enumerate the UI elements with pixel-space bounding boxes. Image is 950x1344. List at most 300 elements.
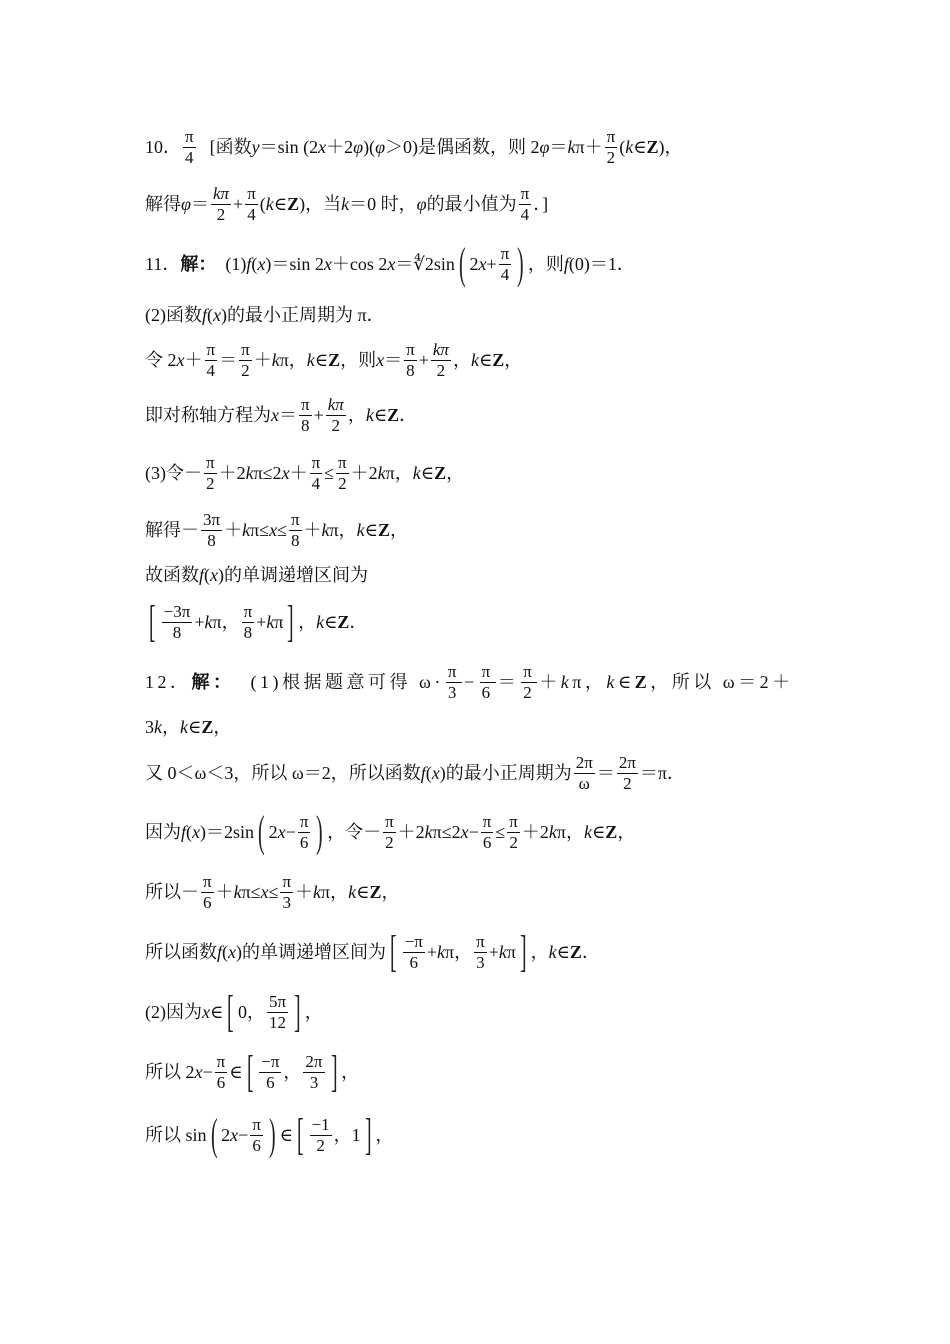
text: ∈ <box>273 194 288 214</box>
text: ＋cos 2 <box>331 254 388 274</box>
text: ( <box>619 137 626 157</box>
solution-10-line-1 <box>145 120 825 174</box>
text: ＋2 <box>350 463 378 483</box>
left-bracket: [ <box>390 927 397 976</box>
text: ≤ <box>277 520 287 540</box>
denominator: 8 <box>301 415 310 435</box>
left-bracket: [ <box>149 597 156 646</box>
var: x <box>230 1125 239 1145</box>
text: 故函数 <box>145 565 199 585</box>
numerator: −π <box>261 1051 280 1071</box>
fraction <box>336 453 349 493</box>
fraction <box>211 184 231 224</box>
denominator: 2 <box>338 473 347 493</box>
text: 所以 2 <box>145 1062 195 1082</box>
var: k <box>498 942 507 962</box>
var: φ <box>539 137 550 157</box>
bracket-group <box>243 1047 342 1096</box>
numerator: π <box>385 811 394 831</box>
fraction <box>299 395 312 435</box>
numerator: π <box>520 183 530 203</box>
text: − <box>463 672 478 692</box>
text: ∈ <box>373 405 388 425</box>
var: y <box>251 137 260 157</box>
text: ＋2 <box>397 822 425 842</box>
text: ， <box>341 1062 360 1082</box>
numerator: 2π <box>618 752 636 772</box>
text: ≤ <box>324 463 335 483</box>
paren-group <box>455 239 528 288</box>
var: x <box>260 882 269 902</box>
text: 2 <box>268 822 278 842</box>
text: ＋2 <box>218 463 246 483</box>
text: ，令－ <box>327 822 382 842</box>
fraction <box>431 340 451 380</box>
var: x <box>431 763 440 783</box>
text: ＝sin (2 <box>259 137 319 157</box>
denominator: 6 <box>252 1135 261 1155</box>
solution-11-line-7 <box>145 548 825 602</box>
text: 11． <box>145 254 181 274</box>
text: [函数 <box>209 137 252 157</box>
text: 所以 sin <box>145 1125 207 1145</box>
solution-12-line-6 <box>145 925 825 979</box>
denominator: 6 <box>203 892 212 912</box>
text: )的最小正周期为 π． <box>221 305 385 325</box>
right-bracket: ] <box>287 597 295 646</box>
var: x <box>269 520 278 540</box>
fraction <box>242 602 255 642</box>
numerator: π <box>282 871 292 891</box>
text: ＝0 时， <box>349 194 417 214</box>
text: ． <box>581 942 600 962</box>
fraction <box>383 812 396 852</box>
numerator: π <box>447 661 460 681</box>
fraction <box>280 872 293 912</box>
text: ＝π． <box>639 763 685 783</box>
fraction <box>574 753 595 793</box>
solution-12-line-7 <box>145 985 825 1039</box>
var: x <box>202 1002 210 1022</box>
var: k <box>548 822 557 842</box>
text: − <box>238 1125 249 1145</box>
left-bracket: [ <box>296 1110 304 1159</box>
text: 12． <box>145 672 192 692</box>
text: ， <box>298 612 317 632</box>
var: φ <box>181 194 191 214</box>
text: ＝ <box>497 672 520 692</box>
fraction <box>250 1115 263 1155</box>
text: ∈ <box>356 882 370 902</box>
text: ( <box>251 254 258 274</box>
text: ， <box>304 1002 323 1022</box>
text: − <box>285 822 296 842</box>
text: ． <box>349 612 368 632</box>
fraction <box>183 127 196 167</box>
set-symbol: Z <box>337 612 350 632</box>
fraction <box>310 453 323 493</box>
numerator: π <box>206 339 216 359</box>
var: f <box>181 822 187 842</box>
text: (2)函数 <box>145 305 202 325</box>
text: 2 <box>221 1125 231 1145</box>
set-symbol: Z <box>369 882 382 902</box>
text: ∈ <box>364 520 378 540</box>
fraction <box>215 1052 228 1092</box>
denominator: 8 <box>172 622 182 642</box>
text: 3 <box>145 717 154 737</box>
set-symbol: Z <box>492 350 505 370</box>
text: ＋ <box>215 882 234 902</box>
fraction <box>507 812 520 852</box>
fraction <box>474 932 487 972</box>
text: 2 <box>469 254 479 274</box>
solution-12-line-5 <box>145 865 825 919</box>
text: ＋ <box>184 350 203 370</box>
text: ≤ <box>268 882 279 902</box>
denominator: 4 <box>185 147 194 167</box>
var: x <box>277 822 286 842</box>
denominator: 3 <box>282 892 291 912</box>
text: ， <box>162 717 180 737</box>
text: + <box>233 194 244 214</box>
denominator: 8 <box>243 622 253 642</box>
fraction <box>289 510 302 550</box>
denominator: 3 <box>447 682 460 702</box>
text: ＋ <box>253 350 272 370</box>
denominator: 6 <box>216 1072 226 1092</box>
left-bracket: [ <box>227 987 234 1036</box>
numerator: π <box>185 126 194 146</box>
right-paren: ) <box>517 239 524 288</box>
numerator: 2π <box>305 1051 323 1071</box>
denominator: 2 <box>216 204 226 224</box>
var: k <box>567 137 576 157</box>
var: k <box>548 942 557 962</box>
var: k <box>154 717 162 737</box>
var: φ <box>375 137 386 157</box>
var: x <box>460 822 469 842</box>
text: ， <box>213 717 232 737</box>
fraction <box>480 662 496 702</box>
right-bracket: ] <box>519 927 527 976</box>
text: ＝ <box>219 350 238 370</box>
text: ＋2 <box>326 137 354 157</box>
text: ∈ <box>188 717 202 737</box>
denominator: ω <box>578 773 590 793</box>
fraction <box>239 340 252 380</box>
text: ＝∜2sin <box>395 254 455 274</box>
numerator: π <box>241 339 250 359</box>
text: ∈ <box>617 672 635 692</box>
fraction <box>617 753 638 793</box>
solution-11-line-5 <box>145 446 825 500</box>
fraction <box>267 992 288 1032</box>
numerator: π <box>252 1114 261 1134</box>
var: k <box>560 672 573 692</box>
numerator: π <box>338 452 347 472</box>
text: ( <box>204 565 211 585</box>
text: )＝sin 2 <box>265 254 324 274</box>
var: f <box>563 254 569 274</box>
solution-12-line-3 <box>145 746 825 800</box>
numerator: π <box>482 811 492 831</box>
fraction <box>205 340 218 380</box>
text: ， <box>530 942 549 962</box>
numerator: −1 <box>311 1114 330 1134</box>
denominator: 2 <box>436 360 446 380</box>
text: ∈ <box>420 463 435 483</box>
text: ＝ <box>549 137 568 157</box>
right-paren: ) <box>316 807 324 856</box>
text: π≤2 <box>253 463 282 483</box>
var: x <box>176 350 185 370</box>
text: (2)因为 <box>145 1002 202 1022</box>
right-bracket: ] <box>294 987 301 1036</box>
denominator: 12 <box>269 1012 287 1032</box>
var: x <box>478 254 487 274</box>
fraction <box>245 184 258 224</box>
numerator: π <box>290 509 300 529</box>
text: + <box>488 942 499 962</box>
fraction <box>519 184 532 224</box>
numerator: π <box>311 452 321 472</box>
numerator: π <box>476 931 485 951</box>
solution-11-line-8 <box>145 595 825 649</box>
text: ， <box>381 882 400 902</box>
denominator: 8 <box>207 530 216 550</box>
set-symbol: Z <box>287 194 300 214</box>
text: ( <box>207 305 214 325</box>
numerator: kπ <box>212 183 230 203</box>
text: )( <box>363 137 376 157</box>
fraction <box>204 453 217 493</box>
var: x <box>281 463 290 483</box>
denominator: 2 <box>523 682 536 702</box>
solution-12-line-9 <box>145 1108 825 1162</box>
numerator: π <box>509 811 518 831</box>
numerator: π <box>247 183 256 203</box>
fraction <box>298 812 311 852</box>
var: k <box>233 882 242 902</box>
numerator: π <box>406 339 415 359</box>
numerator: −3π <box>163 601 191 621</box>
var: k <box>625 137 634 157</box>
left-paren: ( <box>210 1110 218 1159</box>
numerator: 3π <box>203 509 221 529</box>
var: k <box>424 822 433 842</box>
denominator: 2 <box>623 773 632 793</box>
var: x <box>271 405 279 425</box>
var: x <box>228 942 237 962</box>
var: φ <box>353 137 364 157</box>
text: ＝ <box>596 763 615 783</box>
text: + <box>313 405 324 425</box>
fraction <box>326 395 346 435</box>
text: 解得 <box>145 194 181 214</box>
text: π≤ <box>250 520 270 540</box>
solution-11-line-3 <box>145 333 825 387</box>
text: ， <box>283 1062 302 1082</box>
var: k <box>245 463 254 483</box>
denominator: 6 <box>409 952 418 972</box>
fraction <box>162 602 193 642</box>
text: ( <box>186 822 193 842</box>
bracket-group <box>293 1110 375 1159</box>
var: k <box>180 717 188 737</box>
var: k <box>348 882 357 902</box>
text: ． <box>399 405 418 425</box>
text: ， <box>504 350 523 370</box>
text: π <box>274 612 284 632</box>
var: k <box>271 350 280 370</box>
solution-label: 解： <box>180 254 217 274</box>
set-symbol: Z <box>646 137 659 157</box>
numerator: −π <box>404 931 423 951</box>
var: k <box>583 822 592 842</box>
var: k <box>316 612 325 632</box>
var: x <box>194 1062 203 1082</box>
denominator: 4 <box>520 204 530 224</box>
text: π， <box>556 822 584 842</box>
text: (1) <box>216 254 247 274</box>
solution-10-line-2 <box>145 177 825 231</box>
text: ，1 <box>333 1125 361 1145</box>
set-symbol: Z <box>569 942 582 962</box>
fraction <box>201 872 214 912</box>
denominator: 3 <box>476 952 485 972</box>
fraction <box>303 1052 324 1092</box>
left-bracket: [ <box>246 1047 254 1096</box>
text: + <box>418 350 429 370</box>
text: ＝ <box>279 405 297 425</box>
numerator: 2π <box>575 752 593 772</box>
text: + <box>256 612 267 632</box>
denominator: 3 <box>309 1072 319 1092</box>
text: 令 2 <box>145 350 177 370</box>
var: f <box>202 305 208 325</box>
numerator: kπ <box>327 394 344 414</box>
var: f <box>217 942 223 962</box>
var: k <box>306 350 315 370</box>
var: x <box>323 254 332 274</box>
left-paren: ( <box>458 239 466 288</box>
var: k <box>242 520 251 540</box>
fraction <box>404 340 417 380</box>
fraction <box>403 932 425 972</box>
text: ＋2 <box>521 822 549 842</box>
text: ， <box>347 405 366 425</box>
text: 10． <box>145 137 181 157</box>
text: 0， <box>237 1002 265 1022</box>
text: ，则 <box>527 254 564 274</box>
var: x <box>376 350 385 370</box>
denominator: 6 <box>299 832 309 852</box>
numerator: π <box>301 394 310 414</box>
var: k <box>356 520 365 540</box>
text: π， <box>321 882 349 902</box>
solution-label: 解： <box>191 672 235 692</box>
text: π， <box>329 520 357 540</box>
denominator: 4 <box>206 360 216 380</box>
text: ( <box>222 942 229 962</box>
text: )的单调递增区间为 <box>218 565 369 585</box>
text: + <box>194 612 205 632</box>
var: f <box>246 254 252 274</box>
text: ＋ <box>303 520 322 540</box>
fraction <box>481 812 494 852</box>
right-bracket: ] <box>364 1110 372 1159</box>
text: π， <box>572 672 607 692</box>
var: k <box>321 520 330 540</box>
text: )， <box>658 137 683 157</box>
text: π， <box>279 350 307 370</box>
bracket-group <box>386 927 531 976</box>
text: π， <box>445 942 473 962</box>
var: k <box>606 672 618 692</box>
text: ≤ <box>495 822 506 842</box>
text: 的最小值为 <box>426 194 517 214</box>
text: ．] <box>533 194 549 214</box>
var: k <box>377 463 386 483</box>
text: ， <box>375 1125 394 1145</box>
var: φ <box>416 194 427 214</box>
denominator: 2 <box>509 832 518 852</box>
numerator: 5π <box>268 991 287 1011</box>
text: (0)＝1． <box>568 254 635 274</box>
denominator: 2 <box>241 360 250 380</box>
denominator: 6 <box>481 682 494 702</box>
var: x <box>257 254 266 274</box>
text: ， <box>389 520 408 540</box>
right-paren: ) <box>268 1110 276 1159</box>
solution-12-line-4 <box>145 805 825 859</box>
fraction <box>201 510 222 550</box>
set-symbol: Z <box>605 822 618 842</box>
fraction <box>499 244 512 284</box>
text: ∈ <box>478 350 493 370</box>
text: π <box>506 942 516 962</box>
var: x <box>387 254 396 274</box>
text: 即对称轴方程为 <box>145 405 271 425</box>
text: ，所以 ω＝2＋ <box>650 672 794 692</box>
var: x <box>210 565 219 585</box>
text: ＋ <box>224 520 243 540</box>
text: ，则 <box>340 350 377 370</box>
var: x <box>192 822 201 842</box>
fraction <box>446 662 462 702</box>
text: ∈ <box>229 1062 243 1082</box>
text: + <box>426 942 437 962</box>
text: π， <box>385 463 413 483</box>
text: ＝ <box>384 350 403 370</box>
fraction <box>310 1115 332 1155</box>
var: x <box>213 305 222 325</box>
var: x <box>318 137 327 157</box>
numerator: π <box>206 452 215 472</box>
var: k <box>412 463 421 483</box>
set-symbol: Z <box>201 717 214 737</box>
bracket-group <box>223 987 304 1036</box>
denominator: 8 <box>291 530 300 550</box>
text: π＋ <box>575 137 603 157</box>
numerator: kπ <box>432 339 449 359</box>
denominator: 6 <box>482 832 492 852</box>
text: ( <box>259 194 266 214</box>
text: (3)令－ <box>145 463 202 483</box>
numerator: π <box>203 871 212 891</box>
var: k <box>365 405 374 425</box>
